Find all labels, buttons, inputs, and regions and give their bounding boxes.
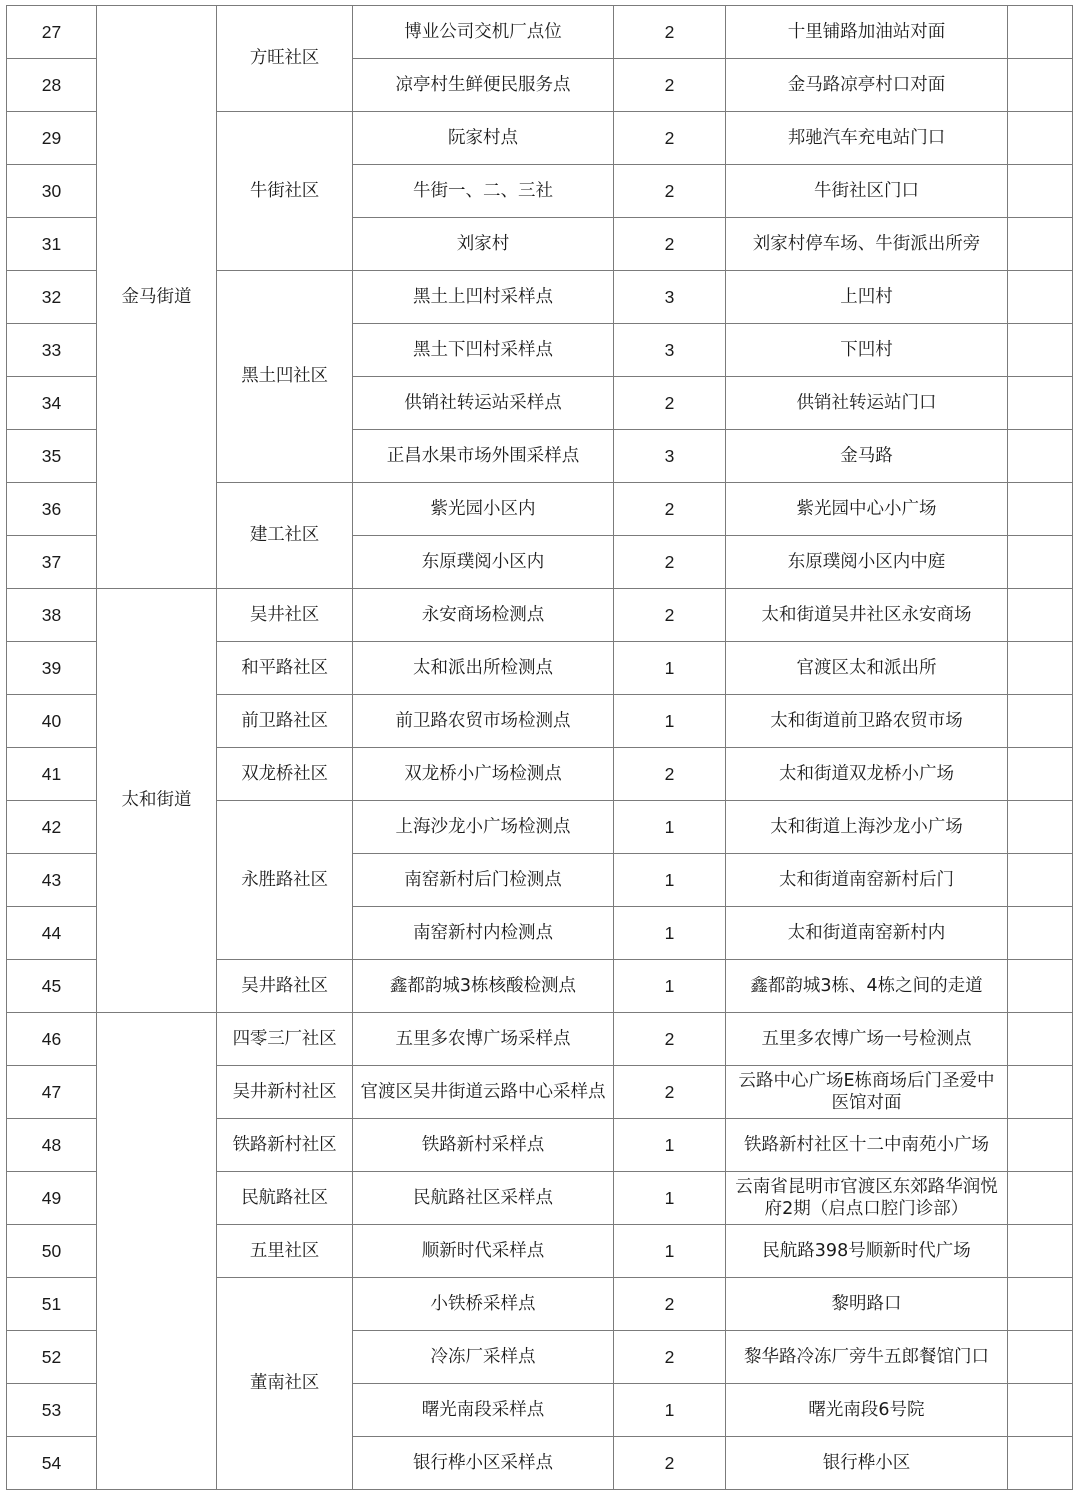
row-index-cell: 49 xyxy=(7,1172,97,1225)
address-cell: 银行桦小区 xyxy=(726,1437,1008,1490)
remark-cell xyxy=(1008,59,1073,112)
row-index-cell: 31 xyxy=(7,218,97,271)
address-cell: 官渡区太和派出所 xyxy=(726,642,1008,695)
row-index-cell: 38 xyxy=(7,589,97,642)
address-cell: 十里铺路加油站对面 xyxy=(726,6,1008,59)
community-cell: 吴井社区 xyxy=(217,589,353,642)
community-cell: 和平路社区 xyxy=(217,642,353,695)
street-cell: 太和街道 xyxy=(97,589,217,1013)
row-index-cell: 41 xyxy=(7,748,97,801)
community-cell: 吴井新村社区 xyxy=(217,1066,353,1119)
row-index-cell: 35 xyxy=(7,430,97,483)
row-index-cell: 30 xyxy=(7,165,97,218)
sampling-station-count-cell: 2 xyxy=(614,589,726,642)
sampling-site-name-cell: 凉亭村生鲜便民服务点 xyxy=(353,59,614,112)
row-index-cell: 28 xyxy=(7,59,97,112)
sampling-site-name-cell: 上海沙龙小广场检测点 xyxy=(353,801,614,854)
sampling-site-name-cell: 鑫都韵城3栋核酸检测点 xyxy=(353,960,614,1013)
sampling-site-name-cell: 南窑新村后门检测点 xyxy=(353,854,614,907)
sampling-site-name-cell: 东原璞阅小区内 xyxy=(353,536,614,589)
sampling-site-name-cell: 博业公司交机厂点位 xyxy=(353,6,614,59)
street-cell xyxy=(97,1013,217,1490)
remark-cell xyxy=(1008,483,1073,536)
sampling-station-count-cell: 2 xyxy=(614,6,726,59)
address-cell: 牛街社区门口 xyxy=(726,165,1008,218)
community-cell: 董南社区 xyxy=(217,1278,353,1490)
remark-cell xyxy=(1008,1066,1073,1119)
sampling-site-name-cell: 阮家村点 xyxy=(353,112,614,165)
remark-cell xyxy=(1008,695,1073,748)
address-cell: 上凹村 xyxy=(726,271,1008,324)
sampling-station-count-cell: 1 xyxy=(614,1119,726,1172)
sampling-site-name-cell: 紫光园小区内 xyxy=(353,483,614,536)
row-index-cell: 47 xyxy=(7,1066,97,1119)
community-cell: 方旺社区 xyxy=(217,6,353,112)
remark-cell xyxy=(1008,589,1073,642)
address-cell: 民航路398号顺新时代广场 xyxy=(726,1225,1008,1278)
address-cell: 云南省昆明市官渡区东郊路华润悦府2期（启点口腔门诊部） xyxy=(726,1172,1008,1225)
address-cell: 铁路新村社区十二中南苑小广场 xyxy=(726,1119,1008,1172)
row-index-cell: 34 xyxy=(7,377,97,430)
sampling-station-count-cell: 3 xyxy=(614,324,726,377)
address-cell: 太和街道上海沙龙小广场 xyxy=(726,801,1008,854)
community-cell: 吴井路社区 xyxy=(217,960,353,1013)
sampling-site-name-cell: 正昌水果市场外围采样点 xyxy=(353,430,614,483)
row-index-cell: 27 xyxy=(7,6,97,59)
sampling-station-count-cell: 2 xyxy=(614,112,726,165)
sampling-site-name-cell: 牛街一、二、三社 xyxy=(353,165,614,218)
community-cell: 铁路新村社区 xyxy=(217,1119,353,1172)
sampling-station-count-cell: 1 xyxy=(614,801,726,854)
row-index-cell: 52 xyxy=(7,1331,97,1384)
remark-cell xyxy=(1008,960,1073,1013)
address-cell: 黎华路冷冻厂旁牛五郎餐馆门口 xyxy=(726,1331,1008,1384)
remark-cell xyxy=(1008,536,1073,589)
remark-cell xyxy=(1008,324,1073,377)
community-cell: 黑土凹社区 xyxy=(217,271,353,483)
sampling-site-name-cell: 官渡区吴井街道云路中心采样点 xyxy=(353,1066,614,1119)
sampling-site-name-cell: 刘家村 xyxy=(353,218,614,271)
sampling-station-count-cell: 3 xyxy=(614,430,726,483)
row-index-cell: 37 xyxy=(7,536,97,589)
address-cell: 五里多农博广场一号检测点 xyxy=(726,1013,1008,1066)
sampling-site-name-cell: 永安商场检测点 xyxy=(353,589,614,642)
sampling-station-count-cell: 2 xyxy=(614,483,726,536)
remark-cell xyxy=(1008,271,1073,324)
address-cell: 邦驰汽车充电站门口 xyxy=(726,112,1008,165)
sampling-site-name-cell: 黑土下凹村采样点 xyxy=(353,324,614,377)
community-cell: 牛街社区 xyxy=(217,112,353,271)
address-cell: 鑫都韵城3栋、4栋之间的走道 xyxy=(726,960,1008,1013)
remark-cell xyxy=(1008,1331,1073,1384)
remark-cell xyxy=(1008,1225,1073,1278)
sampling-site-name-cell: 南窑新村内检测点 xyxy=(353,907,614,960)
table-row xyxy=(7,1013,1073,1066)
remark-cell xyxy=(1008,6,1073,59)
row-index-cell: 33 xyxy=(7,324,97,377)
row-index-cell: 29 xyxy=(7,112,97,165)
sampling-site-name-cell: 太和派出所检测点 xyxy=(353,642,614,695)
sampling-site-name-cell: 前卫路农贸市场检测点 xyxy=(353,695,614,748)
row-index-cell: 40 xyxy=(7,695,97,748)
remark-cell xyxy=(1008,1119,1073,1172)
sampling-station-count-cell: 2 xyxy=(614,218,726,271)
address-cell: 刘家村停车场、牛街派出所旁 xyxy=(726,218,1008,271)
remark-cell xyxy=(1008,1013,1073,1066)
remark-cell xyxy=(1008,748,1073,801)
row-index-cell: 54 xyxy=(7,1437,97,1490)
remark-cell xyxy=(1008,218,1073,271)
sampling-site-table xyxy=(6,5,1073,1490)
sampling-site-name-cell: 民航路社区采样点 xyxy=(353,1172,614,1225)
sampling-station-count-cell: 1 xyxy=(614,854,726,907)
row-index-cell: 44 xyxy=(7,907,97,960)
address-cell: 紫光园中心小广场 xyxy=(726,483,1008,536)
address-cell: 曙光南段6号院 xyxy=(726,1384,1008,1437)
sampling-station-count-cell: 2 xyxy=(614,536,726,589)
row-index-cell: 45 xyxy=(7,960,97,1013)
address-cell: 云路中心广场E栋商场后门圣爱中医馆对面 xyxy=(726,1066,1008,1119)
sampling-site-name-cell: 黑土上凹村采样点 xyxy=(353,271,614,324)
address-cell: 金马路凉亭村口对面 xyxy=(726,59,1008,112)
sampling-station-count-cell: 2 xyxy=(614,1013,726,1066)
remark-cell xyxy=(1008,801,1073,854)
row-index-cell: 32 xyxy=(7,271,97,324)
sampling-station-count-cell: 2 xyxy=(614,1437,726,1490)
sampling-site-name-cell: 供销社转运站采样点 xyxy=(353,377,614,430)
sampling-site-name-cell: 银行桦小区采样点 xyxy=(353,1437,614,1490)
sampling-station-count-cell: 2 xyxy=(614,1278,726,1331)
row-index-cell: 39 xyxy=(7,642,97,695)
sampling-station-count-cell: 1 xyxy=(614,960,726,1013)
address-cell: 太和街道吴井社区永安商场 xyxy=(726,589,1008,642)
community-cell: 建工社区 xyxy=(217,483,353,589)
remark-cell xyxy=(1008,1278,1073,1331)
sampling-station-count-cell: 2 xyxy=(614,59,726,112)
sampling-station-count-cell: 1 xyxy=(614,695,726,748)
row-index-cell: 50 xyxy=(7,1225,97,1278)
remark-cell xyxy=(1008,907,1073,960)
community-cell: 永胜路社区 xyxy=(217,801,353,960)
sampling-station-count-cell: 3 xyxy=(614,271,726,324)
sampling-site-name-cell: 铁路新村采样点 xyxy=(353,1119,614,1172)
address-cell: 金马路 xyxy=(726,430,1008,483)
remark-cell xyxy=(1008,1437,1073,1490)
table-row xyxy=(7,589,1073,642)
sampling-site-name-cell: 冷冻厂采样点 xyxy=(353,1331,614,1384)
street-cell: 金马街道 xyxy=(97,6,217,589)
remark-cell xyxy=(1008,430,1073,483)
sampling-site-name-cell: 顺新时代采样点 xyxy=(353,1225,614,1278)
row-index-cell: 51 xyxy=(7,1278,97,1331)
table-row xyxy=(7,6,1073,59)
row-index-cell: 48 xyxy=(7,1119,97,1172)
remark-cell xyxy=(1008,854,1073,907)
address-cell: 太和街道双龙桥小广场 xyxy=(726,748,1008,801)
address-cell: 黎明路口 xyxy=(726,1278,1008,1331)
sampling-station-count-cell: 1 xyxy=(614,1225,726,1278)
remark-cell xyxy=(1008,112,1073,165)
remark-cell xyxy=(1008,642,1073,695)
address-cell: 东原璞阅小区内中庭 xyxy=(726,536,1008,589)
row-index-cell: 36 xyxy=(7,483,97,536)
remark-cell xyxy=(1008,1384,1073,1437)
sampling-station-count-cell: 2 xyxy=(614,1066,726,1119)
sampling-station-count-cell: 2 xyxy=(614,165,726,218)
sampling-site-name-cell: 小铁桥采样点 xyxy=(353,1278,614,1331)
row-index-cell: 43 xyxy=(7,854,97,907)
sampling-station-count-cell: 1 xyxy=(614,907,726,960)
row-index-cell: 46 xyxy=(7,1013,97,1066)
sampling-station-count-cell: 2 xyxy=(614,377,726,430)
address-cell: 太和街道南窑新村内 xyxy=(726,907,1008,960)
sampling-site-name-cell: 曙光南段采样点 xyxy=(353,1384,614,1437)
sampling-station-count-cell: 2 xyxy=(614,748,726,801)
address-cell: 下凹村 xyxy=(726,324,1008,377)
remark-cell xyxy=(1008,377,1073,430)
community-cell: 双龙桥社区 xyxy=(217,748,353,801)
sampling-station-count-cell: 1 xyxy=(614,1172,726,1225)
community-cell: 前卫路社区 xyxy=(217,695,353,748)
address-cell: 太和街道南窑新村后门 xyxy=(726,854,1008,907)
address-cell: 太和街道前卫路农贸市场 xyxy=(726,695,1008,748)
sampling-station-count-cell: 2 xyxy=(614,1331,726,1384)
sampling-site-name-cell: 双龙桥小广场检测点 xyxy=(353,748,614,801)
sampling-site-name-cell: 五里多农博广场采样点 xyxy=(353,1013,614,1066)
community-cell: 民航路社区 xyxy=(217,1172,353,1225)
sampling-station-count-cell: 1 xyxy=(614,642,726,695)
row-index-cell: 53 xyxy=(7,1384,97,1437)
row-index-cell: 42 xyxy=(7,801,97,854)
remark-cell xyxy=(1008,165,1073,218)
community-cell: 五里社区 xyxy=(217,1225,353,1278)
address-cell: 供销社转运站门口 xyxy=(726,377,1008,430)
remark-cell xyxy=(1008,1172,1073,1225)
sampling-station-count-cell: 1 xyxy=(614,1384,726,1437)
community-cell: 四零三厂社区 xyxy=(217,1013,353,1066)
